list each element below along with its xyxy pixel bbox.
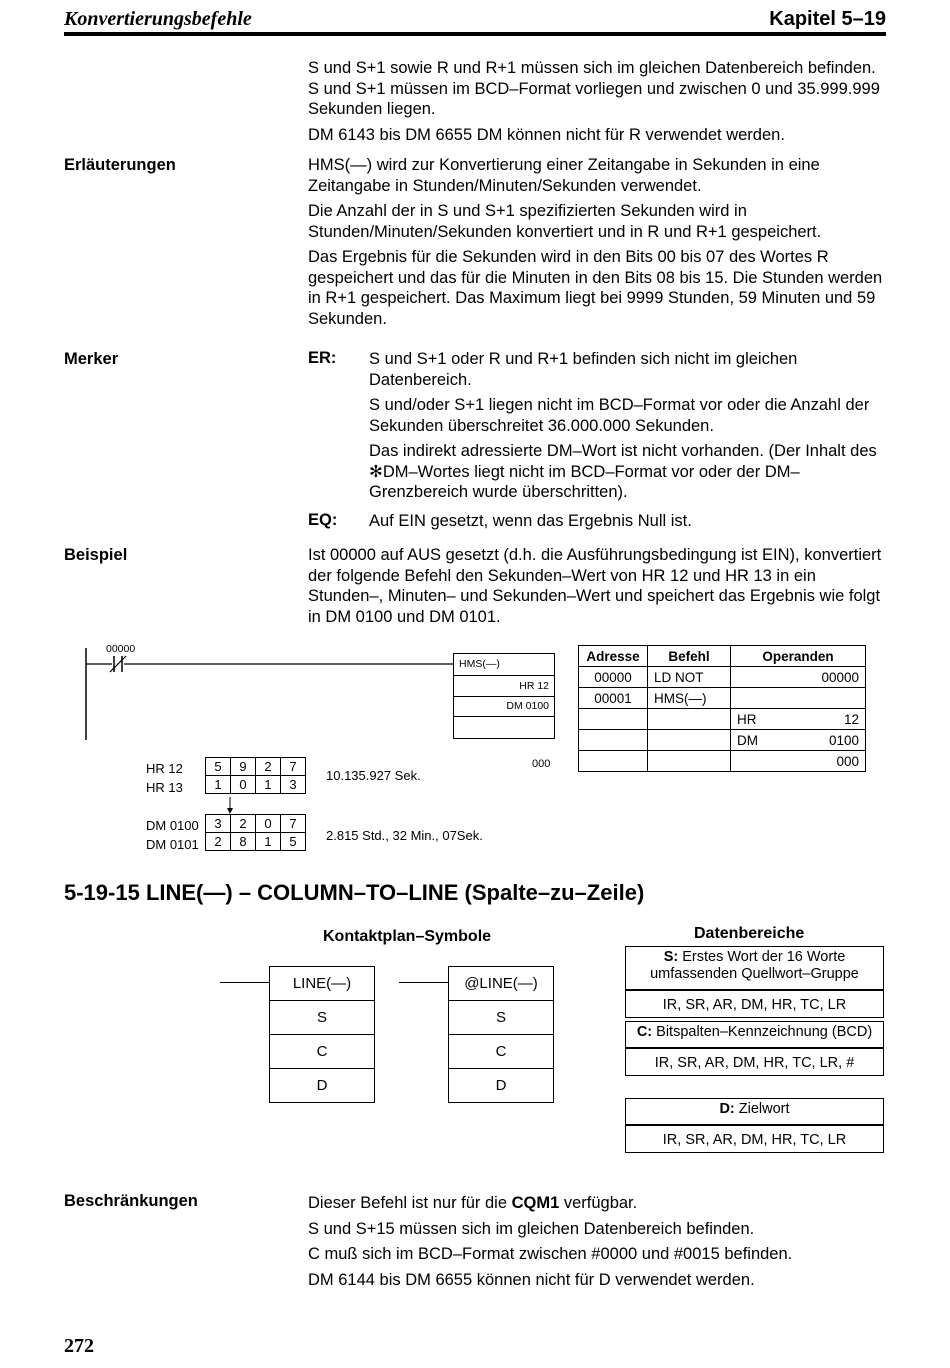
digit-cell: 1 <box>206 776 231 794</box>
area-key: C: <box>636 1024 653 1040</box>
restriction-line: S und S+15 müssen sich im gleichen Datenbereich befinden. <box>308 1219 755 1238</box>
restriction-text: Dieser Befehl ist nur für die <box>308 1194 512 1212</box>
intro-paragraph: S und S+1 sowie R und R+1 müssen sich im gleichen Datenbereich befinden. S und S+1 müssen im BCD–Format vorliegen und zwischen 0 und 35.999.999 Sekunden liegen. <box>308 59 880 118</box>
digit-cell: 5 <box>281 833 306 851</box>
digit-cell: 3 <box>206 815 231 833</box>
column-header-operanden: Operanden <box>731 646 866 667</box>
table-cell: 00000 <box>579 667 648 688</box>
running-header-left: Konvertierungsbefehle <box>64 8 252 30</box>
model-name: CQM1 <box>511 1194 560 1212</box>
table-cell <box>731 709 866 730</box>
symbol-input-line <box>399 982 449 983</box>
table-cell <box>731 730 866 751</box>
digit-cell: 7 <box>281 815 306 833</box>
intro-text <box>308 58 888 150</box>
operand-area: DM <box>737 732 758 748</box>
section-title: 5-19-15 LINE(—) – COLUMN–TO–LINE (Spalte–zu–Zeile) <box>64 880 645 905</box>
symbol-instruction: @LINE(—) <box>448 966 554 1001</box>
data-area-s <box>625 946 884 1018</box>
intro-paragraph: DM 6143 bis DM 6655 DM können nicht für R verwendet werden. <box>308 125 785 144</box>
operand-area: HR <box>737 711 757 727</box>
register-label: HR 12 <box>146 761 183 776</box>
digit-cell: 0 <box>231 776 256 794</box>
beschraenkungen-text <box>308 1191 888 1293</box>
restriction-line <box>308 1191 888 1217</box>
table-row <box>579 688 866 709</box>
down-arrow-icon <box>224 796 236 816</box>
table-row <box>579 709 866 730</box>
side-heading-beispiel: Beispiel <box>64 546 128 564</box>
table-cell: HMS(—) <box>648 688 731 709</box>
digit-cell: 7 <box>281 758 306 776</box>
line-symbol-block <box>269 966 375 1103</box>
digit-cell: 2 <box>206 833 231 851</box>
table-row <box>579 751 866 772</box>
symbol-input-line <box>220 982 270 983</box>
area-range: IR, SR, AR, DM, HR, TC, LR <box>626 989 883 1017</box>
register-label: DM 0100 <box>146 818 199 833</box>
register-label: HR 13 <box>146 780 183 795</box>
contact-address: 00000 <box>106 643 136 655</box>
digit-cell: 9 <box>231 758 256 776</box>
symbol-operand-c: C <box>269 1035 375 1069</box>
table-cell: 00001 <box>579 688 648 709</box>
symbol-operand-c: C <box>448 1035 554 1069</box>
data-area-c <box>625 1021 884 1076</box>
areas-heading: Datenbereiche <box>694 925 805 942</box>
table-cell <box>731 688 866 709</box>
digit-cell: 1 <box>256 776 281 794</box>
restriction-text: verfügbar. <box>559 1194 638 1212</box>
operand-value: 0100 <box>828 732 859 748</box>
side-heading-erlaeuterungen: Erläuterungen <box>64 156 176 174</box>
table-cell: LD NOT <box>648 667 731 688</box>
symbol-operand-d: D <box>448 1069 554 1103</box>
symbol-instruction: LINE(—) <box>269 966 375 1001</box>
erl-paragraph: Das Ergebnis für die Sekunden wird in den Bits 00 bis 07 des Wortes R gespeichert und das für die Minuten in den Bits 08 bis 15. Die Stunden werden in R+1 gespeichert. Das Maximum liegt bei 9999 Stunden, 59 Minuten und 59 Sekunden. <box>308 248 883 328</box>
digit-cell: 3 <box>281 776 306 794</box>
table-cell <box>579 730 648 751</box>
instruction-name: HMS(—) <box>459 658 500 670</box>
at-line-symbol-block <box>448 966 554 1103</box>
eq-label: EQ: <box>308 511 338 529</box>
symbols-heading: Kontaktplan–Symbole <box>323 928 492 945</box>
instruction-block <box>453 653 555 739</box>
column-header-adresse: Adresse <box>579 646 648 667</box>
area-key: S: <box>663 949 679 965</box>
area-range: IR, SR, AR, DM, HR, TC, LR, # <box>626 1047 883 1075</box>
table-row <box>579 667 866 688</box>
er-paragraph: S und S+1 oder R und R+1 befinden sich nicht im gleichen Datenbereich. <box>369 350 798 389</box>
erl-paragraph: HMS(—) wird zur Konvertierung einer Zeitangabe in Sekunden in eine Zeitangabe in Stunden/Minuten/Sekunden verwendet. <box>308 156 820 195</box>
symbol-operand-s: S <box>269 1001 375 1035</box>
table-cell <box>648 709 731 730</box>
column-header-befehl: Befehl <box>648 646 731 667</box>
eq-text: Auf EIN gesetzt, wenn das Ergebnis Null ist. <box>369 512 692 530</box>
table-row <box>579 730 866 751</box>
page-number: 272 <box>64 1335 94 1357</box>
table-cell <box>648 751 731 772</box>
digit-cell: 0 <box>256 815 281 833</box>
operand-1: HR 12 <box>519 680 549 692</box>
digit-cell: 1 <box>256 833 281 851</box>
table-cell: 000 <box>731 751 866 772</box>
operand-value: 12 <box>843 711 859 727</box>
table-cell <box>648 730 731 751</box>
table-cell <box>579 709 648 730</box>
area-description: Zielwort <box>738 1101 790 1117</box>
output-value: 000 <box>532 758 551 770</box>
symbol-operand-d: D <box>269 1069 375 1103</box>
side-heading-merker: Merker <box>64 350 119 368</box>
erlaeuterungen-text <box>308 155 888 334</box>
er-text <box>369 349 889 508</box>
source-digit-grid <box>205 757 306 794</box>
symbol-operand-s: S <box>448 1001 554 1035</box>
table-cell: 00000 <box>731 667 866 688</box>
er-label: ER: <box>308 349 337 367</box>
source-value-note: 10.135.927 Sek. <box>326 768 421 783</box>
digit-cell: 2 <box>231 815 256 833</box>
restriction-line: C muß sich im BCD–Format zwischen #0000 und #0015 befinden. <box>308 1245 793 1263</box>
area-range: IR, SR, AR, DM, HR, TC, LR <box>626 1124 883 1152</box>
register-label: DM 0101 <box>146 837 199 852</box>
nc-contact-symbol <box>110 656 126 672</box>
mnemonic-table <box>578 645 866 772</box>
result-digit-grid <box>205 814 306 851</box>
restriction-line: DM 6144 bis DM 6655 können nicht für D verwendet werden. <box>308 1270 755 1289</box>
digit-cell: 8 <box>231 833 256 851</box>
area-description: Erstes Wort der 16 Worte umfassenden Quellwort–Gruppe <box>650 949 859 982</box>
header-rule <box>64 32 886 36</box>
erl-paragraph: Die Anzahl der in S und S+1 spezifizierten Sekunden wird in Stunden/Minuten/Sekunden konvertiert und in R und R+1 gespeichert. <box>308 202 822 241</box>
side-heading-beschraenkungen: Beschränkungen <box>64 1192 198 1210</box>
digit-cell: 2 <box>256 758 281 776</box>
er-paragraph: S und/oder S+1 liegen nicht im BCD–Format vor oder die Anzahl der Sekunden überschreitet 36.000.000 Sekunden. <box>369 396 870 435</box>
area-key: D: <box>719 1101 735 1117</box>
er-paragraph: Das indirekt adressierte DM–Wort ist nicht vorhanden. (Der Inhalt des ✻DM–Wortes liegt nicht im BCD–Format vor oder der DM–Grenzbereich wurde überschritten). <box>369 442 877 501</box>
running-header-right: Kapitel 5–19 <box>769 8 886 30</box>
result-value-note: 2.815 Std., 32 Min., 07Sek. <box>326 828 483 843</box>
area-description: Bitspalten–Kennzeichnung (BCD) <box>656 1024 873 1040</box>
table-cell <box>579 751 648 772</box>
data-area-d <box>625 1098 884 1153</box>
beispiel-text: Ist 00000 auf AUS gesetzt (d.h. die Ausführungsbedingung ist EIN), konvertiert der folgende Befehl den Sekunden–Wert von HR 12 und HR 13 in ein Stunden–, Minuten– und Sekunden–Wert und speichert das Ergebnis wie folgt in DM 0100 und DM 0101. <box>308 546 882 626</box>
digit-cell: 5 <box>206 758 231 776</box>
operand-2: DM 0100 <box>506 700 549 712</box>
table-header-row <box>579 646 866 667</box>
